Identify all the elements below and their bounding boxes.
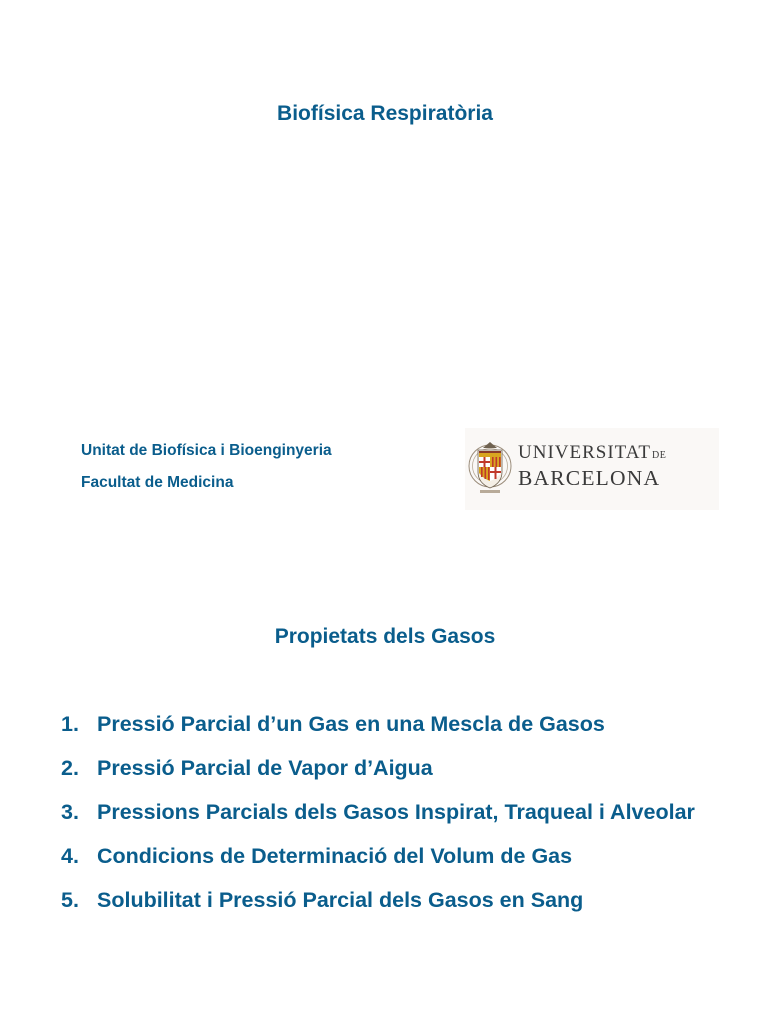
slide-title: Biofísica Respiratòria	[277, 102, 493, 125]
logo-de-word: DE	[651, 450, 667, 461]
university-crest-icon	[465, 428, 515, 510]
list-item	[61, 798, 701, 826]
logo-university-word: UNIVERSITAT	[518, 442, 651, 463]
list-item-text: Solubilitat i Pressió Parcial dels Gasos en Sang	[97, 888, 584, 912]
logo-wordmark-line2: BARCELONA	[518, 466, 661, 490]
list-item-number: 5.	[61, 888, 79, 912]
list-item	[61, 710, 701, 738]
list-item	[61, 754, 701, 782]
university-logo	[465, 428, 719, 510]
slide-title: Propietats dels Gasos	[274, 625, 496, 648]
list-item-text: Pressió Parcial de Vapor d’Aigua	[97, 756, 433, 780]
list-item-number: 2.	[61, 756, 79, 780]
list-item	[61, 842, 701, 870]
contents-slide	[0, 560, 768, 1024]
list-item-text: Pressions Parcials dels Gasos Inspirat, Traqueal i Alveolar	[97, 800, 695, 824]
list-item	[61, 886, 701, 914]
topic-list	[61, 710, 701, 914]
list-item-number: 3.	[61, 800, 79, 824]
list-item-number: 4.	[61, 844, 79, 868]
list-item-number: 1.	[61, 712, 79, 736]
affiliation-unit: Unitat de Biofísica i Bioenginyeria	[81, 442, 332, 459]
affiliation-faculty: Facultat de Medicina	[81, 474, 234, 491]
list-item-text: Condicions de Determinació del Volum de Gas	[97, 844, 573, 868]
logo-wordmark-line1	[518, 442, 666, 464]
list-item-text: Pressió Parcial d’un Gas en una Mescla de Gasos	[97, 712, 605, 736]
